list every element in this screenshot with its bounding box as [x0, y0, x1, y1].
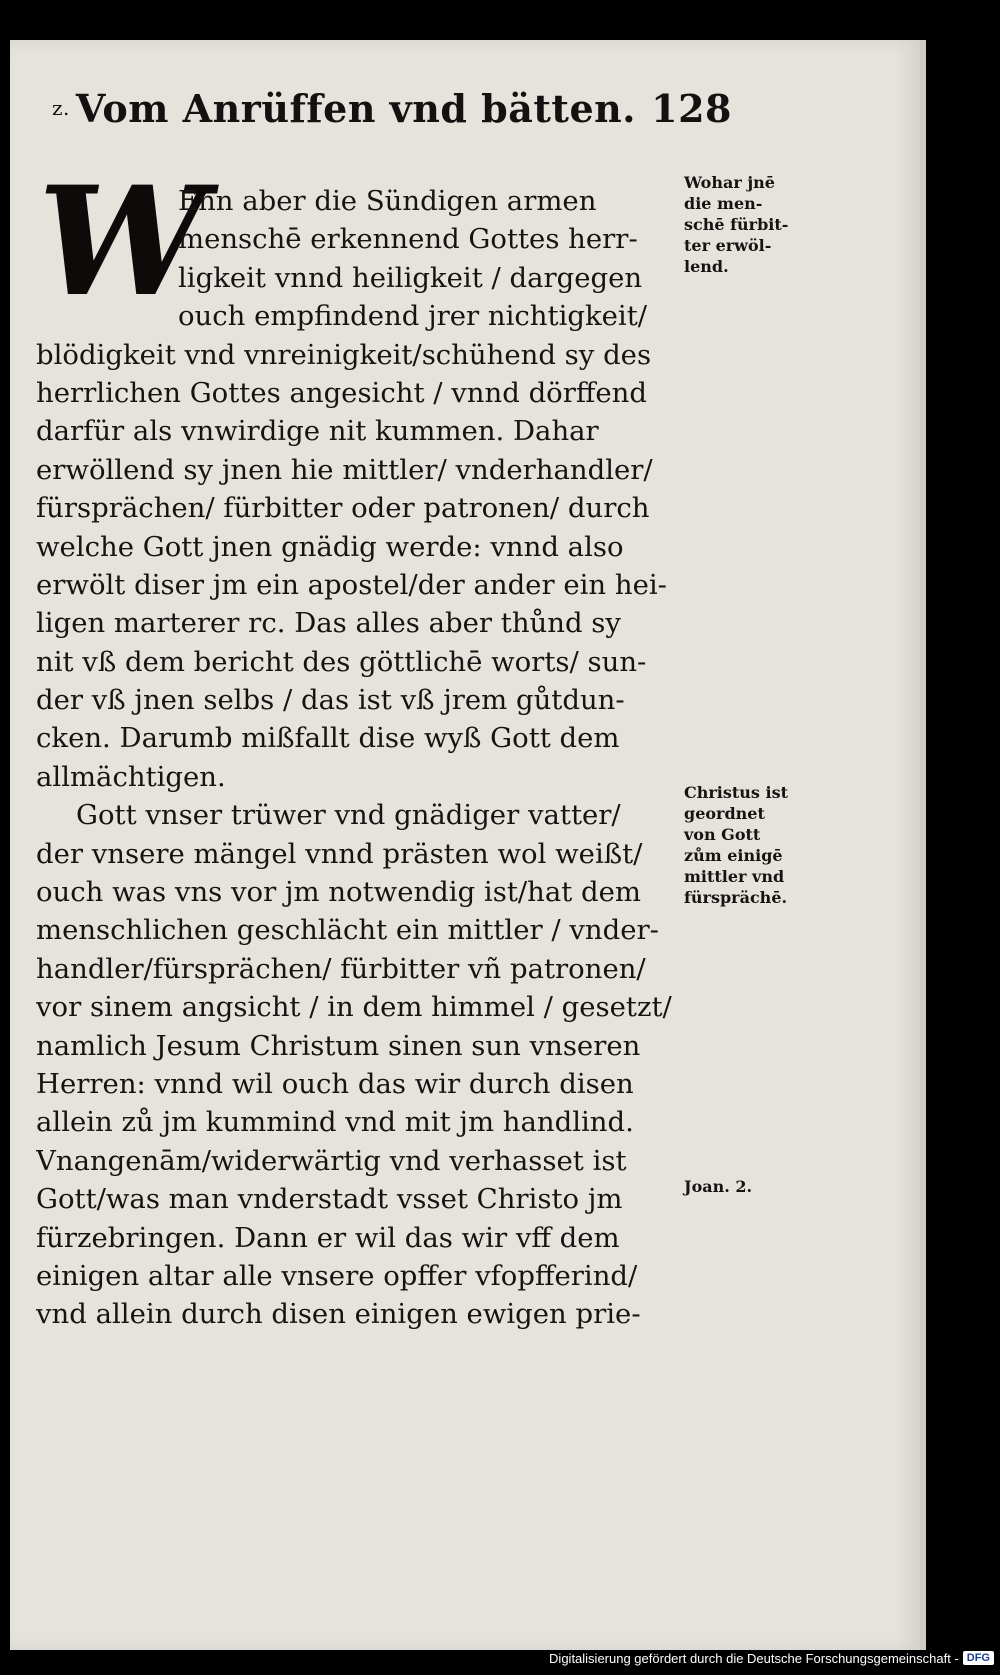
- text-line: welche Gott jnen gnädig werde: vnnd also: [36, 530, 624, 563]
- text-line: darfür als vnwirdige nit kummen. Dahar: [36, 415, 599, 448]
- margin-note-line: ter erwöl-: [684, 236, 772, 255]
- signature-mark: z.: [52, 96, 70, 120]
- text-line: vnd allein durch disen einigen ewigen prie-: [36, 1298, 641, 1331]
- text-line: ouch was vns vor jm notwendig ist/hat dem: [36, 876, 641, 909]
- text-line: Herren: vnnd wil ouch das wir durch disen: [36, 1067, 634, 1100]
- margin-note-line: von Gott: [684, 825, 761, 844]
- margin-note-line: geordnet: [684, 804, 765, 823]
- page-title: Vom Anrüffen vnd bätten.: [75, 85, 637, 131]
- decorated-initial-letter: W: [38, 154, 207, 330]
- text-line: erwöllend sy jnen hie mittler/ vnderhandler/: [36, 453, 653, 486]
- text-line: der vß jnen selbs / das ist vß jrem gůtdun-: [36, 684, 625, 717]
- margin-note: [684, 782, 824, 908]
- margin-note-line: mittler vnd: [684, 867, 785, 886]
- text-line: Enn aber die Sündigen armen: [178, 185, 597, 217]
- text-line: allmächtigen.: [36, 760, 226, 793]
- body-text: [36, 182, 676, 1334]
- text-line: menschlichen geschlächt ein mittler / vnder-: [36, 914, 659, 947]
- text-line: erwölt diser jm ein apostel/der ander ein hei-: [36, 568, 667, 601]
- text-line: der vnsere mängel vnnd prästen wol weißt/: [36, 837, 643, 870]
- text-line: ouch empfindend jrer nichtigkeit/: [178, 300, 648, 333]
- margin-note-line: zům einigē: [684, 846, 783, 865]
- margin-note: [684, 172, 824, 277]
- digitization-credit: [549, 1647, 994, 1669]
- margin-note-line: Joan. 2.: [684, 1177, 753, 1196]
- text-line: fürsprächen/ fürbitter oder patronen/ durch: [36, 492, 650, 525]
- margin-note-line: Christus ist: [684, 783, 788, 802]
- text-line: Gott vnser trüwer vnd gnädiger vatter/: [76, 799, 621, 832]
- text-line: ligen marterer rc. Das alles aber thůnd sy: [36, 607, 621, 640]
- folio-number: 128: [651, 85, 732, 131]
- text-line: herrlichen Gottes angesicht / vnnd dörffend: [36, 376, 648, 409]
- text-line: fürzebringen. Dann er wil das wir vff dem: [36, 1221, 620, 1254]
- credit-text: Digitalisierung gefördert durch die Deutsche Forschungsgemeinschaft -: [549, 1650, 959, 1666]
- margin-note-line: fürsprächē.: [684, 888, 788, 907]
- text-line: menschē erkennend Gottes herr-: [178, 223, 638, 256]
- text-line: ligkeit vnnd heiligkeit / dargegen: [178, 261, 643, 294]
- text-line: allein zů jm kummind vnd mit jm handlind.: [36, 1106, 634, 1139]
- text-line: nit vß dem bericht des göttlichē worts/ sun-: [36, 645, 647, 678]
- margin-note-line: die men-: [684, 194, 763, 213]
- margin-note: [684, 1176, 824, 1197]
- text-line: handler/fürsprächen/ fürbitter vñ patronen/: [36, 952, 646, 985]
- text-line: Vnangenām/widerwärtig vnd verhasset ist: [36, 1144, 627, 1177]
- text-line: vor sinem angsicht / in dem himmel / gesetzt/: [36, 991, 672, 1024]
- text-line: blödigkeit vnd vnreinigkeit/schühend sy des: [36, 338, 652, 371]
- text-line: einigen altar alle vnsere opffer vfopfferind/: [36, 1259, 638, 1292]
- running-header: [52, 78, 732, 138]
- text-line: Gott/was man vnderstadt vsset Christo jm: [36, 1183, 623, 1216]
- margin-note-line: Wohar jnē: [684, 173, 775, 192]
- text-line: cken. Darumb mißfallt dise wyß Gott dem: [36, 722, 620, 755]
- dfg-logo: DFG: [963, 1651, 994, 1665]
- text-line: namlich Jesum Christum sinen sun vnseren: [36, 1029, 641, 1062]
- margin-note-line: schē fürbit-: [684, 215, 789, 234]
- margin-note-line: lend.: [684, 257, 729, 276]
